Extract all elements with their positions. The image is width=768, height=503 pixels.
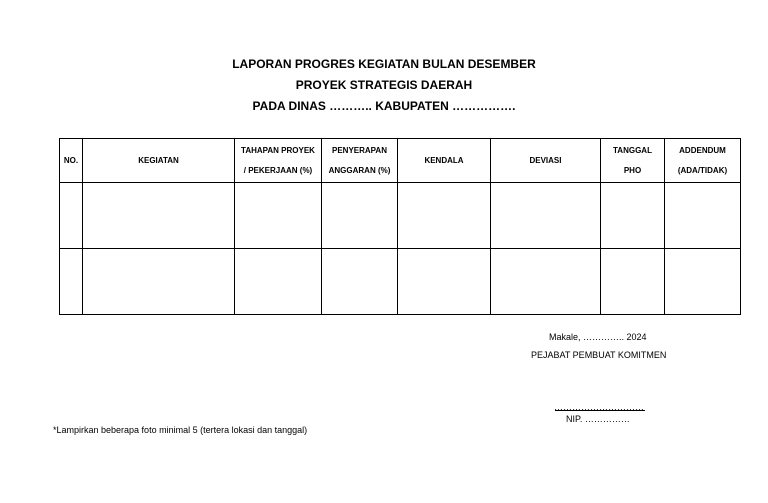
- signature-name-placeholder: …………………………: [554, 402, 644, 412]
- table-cell: [601, 249, 665, 315]
- table-cell: [665, 249, 741, 315]
- column-header: DEVIASI: [491, 139, 601, 183]
- table-cell: [83, 183, 235, 249]
- place-date: Makale, ………….. 2024: [549, 332, 647, 342]
- table-cell: [398, 183, 491, 249]
- table-cell: [322, 183, 398, 249]
- table-cell: [398, 249, 491, 315]
- column-header: TAHAPAN PROYEK / PEKERJAAN (%): [235, 139, 322, 183]
- column-header: KEGIATAN: [83, 139, 235, 183]
- column-header: ADDENDUM (ADA/TIDAK): [665, 139, 741, 183]
- signature-underline: [555, 410, 645, 411]
- table-cell: [235, 249, 322, 315]
- column-header: KENDALA: [398, 139, 491, 183]
- table-cell: [235, 183, 322, 249]
- report-title-line-3: PADA DINAS ……….. KABUPATEN …………….: [252, 99, 516, 113]
- column-header: TANGGAL PHO: [601, 139, 665, 183]
- column-header: NO.: [60, 139, 83, 183]
- nip-field: NIP. ……………: [566, 414, 630, 424]
- column-header: PENYERAPAN ANGGARAN (%): [322, 139, 398, 183]
- footnote: *Lampirkan beberapa foto minimal 5 (tertera lokasi dan tanggal): [53, 425, 308, 435]
- table-cell: [83, 249, 235, 315]
- table-cell: [491, 183, 601, 249]
- table-cell: [601, 183, 665, 249]
- report-title-line-1: LAPORAN PROGRES KEGIATAN BULAN DESEMBER: [232, 57, 536, 71]
- table-row: [60, 183, 741, 249]
- progress-table: [59, 138, 741, 315]
- table-cell: [322, 249, 398, 315]
- table-cell: [491, 249, 601, 315]
- table-cell: [60, 183, 83, 249]
- table-row: [60, 249, 741, 315]
- table-cell: [60, 249, 83, 315]
- table-cell: [665, 183, 741, 249]
- table-header-row: [60, 139, 741, 183]
- official-position: PEJABAT PEMBUAT KOMITMEN: [531, 350, 667, 360]
- report-title-line-2: PROYEK STRATEGIS DAERAH: [295, 78, 473, 92]
